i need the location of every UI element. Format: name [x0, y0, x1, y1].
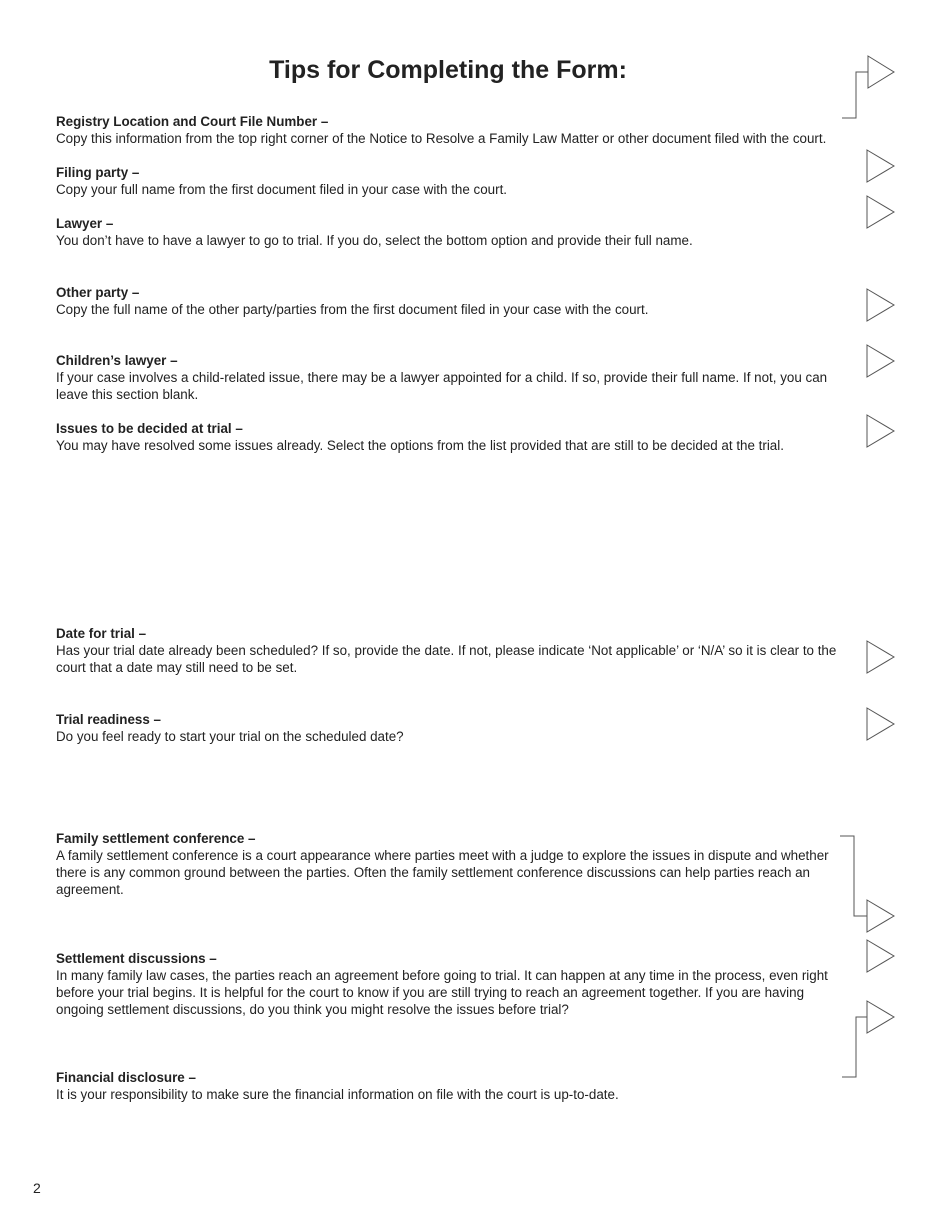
tip-other-party [56, 284, 846, 318]
tip-heading: Trial readiness – [56, 712, 161, 727]
bracket-connector-icon [842, 1017, 868, 1077]
tip-trial-readiness [56, 711, 846, 745]
page-title: Tips for Completing the Form: [269, 56, 627, 84]
tip-body: Copy this information from the top right corner of the Notice to Resolve a Family Law Matter or other document filed with the court. [56, 131, 827, 146]
tip-heading: Other party – [56, 285, 140, 300]
tip-childrens-lawyer [56, 352, 846, 403]
tip-settlement-discussions [56, 950, 846, 1018]
triangle-arrow-icon [867, 196, 894, 228]
tip-body: Copy the full name of the other party/parties from the first document filed in your case with the court. [56, 302, 649, 317]
tip-heading: Filing party – [56, 165, 140, 180]
tip-body: If your case involves a child-related issue, there may be a lawyer appointed for a child. If so, provide their full name. If not, you can leave this section blank. [56, 370, 828, 402]
tip-heading: Lawyer – [56, 216, 114, 231]
tip-filing-party [56, 164, 846, 198]
triangle-arrow-icon [867, 708, 894, 740]
tip-body: A family settlement conference is a court appearance where parties meet with a judge to explore the issues in dispute and whether there is any common ground between the parties. Often the family settlement conference discussions can help parties reach an agreement. [56, 848, 829, 897]
tip-body: Has your trial date already been scheduled? If so, provide the date. If not, please indicate ‘Not applicable’ or ‘N/A’ so it is clear to the court that a date may still need to be set. [56, 643, 837, 675]
tip-heading: Date for trial – [56, 626, 147, 641]
tip-heading: Family settlement conference – [56, 831, 256, 846]
tip-heading: Children’s lawyer – [56, 353, 178, 368]
tip-date-for-trial [56, 625, 846, 676]
triangle-arrow-icon [867, 150, 894, 182]
triangle-arrow-icon [867, 900, 894, 932]
page-number: 2 [33, 1180, 41, 1196]
triangle-arrow-icon [867, 345, 894, 377]
tip-body: Do you feel ready to start your trial on the scheduled date? [56, 729, 404, 744]
triangle-arrow-icon [867, 641, 894, 673]
tip-heading: Issues to be decided at trial – [56, 421, 243, 436]
triangle-arrow-icon [867, 415, 894, 447]
tip-body: You may have resolved some issues already. Select the options from the list provided that are still to be decided at the trial. [56, 438, 784, 453]
tip-body: Copy your full name from the first document filed in your case with the court. [56, 182, 508, 197]
tip-financial-disclosure [56, 1069, 846, 1103]
tip-heading: Financial disclosure – [56, 1070, 196, 1085]
tip-body: You don’t have to have a lawyer to go to trial. If you do, select the bottom option and provide their full name. [56, 233, 693, 248]
tip-lawyer [56, 215, 846, 249]
triangle-arrow-icon [867, 940, 894, 972]
tip-heading: Settlement discussions – [56, 951, 217, 966]
tip-body: In many family law cases, the parties reach an agreement before going to trial. It can happen at any time in the process, even right before your trial begins. It is helpful for the court to know if you are still trying to reach an agreement together. If you are having ongoing settlement discussions, do you think you might resolve the issues before trial? [56, 968, 828, 1017]
tip-body: It is your responsibility to make sure the financial information on file with the court is up-to-date. [56, 1087, 619, 1102]
tip-heading: Registry Location and Court File Number – [56, 114, 329, 129]
triangle-arrow-icon [867, 1001, 894, 1033]
tip-registry-location [56, 113, 846, 147]
tip-issues-to-be-decided [56, 420, 846, 454]
tip-family-settlement-conference [56, 830, 846, 898]
triangle-arrow-icon [867, 289, 894, 321]
